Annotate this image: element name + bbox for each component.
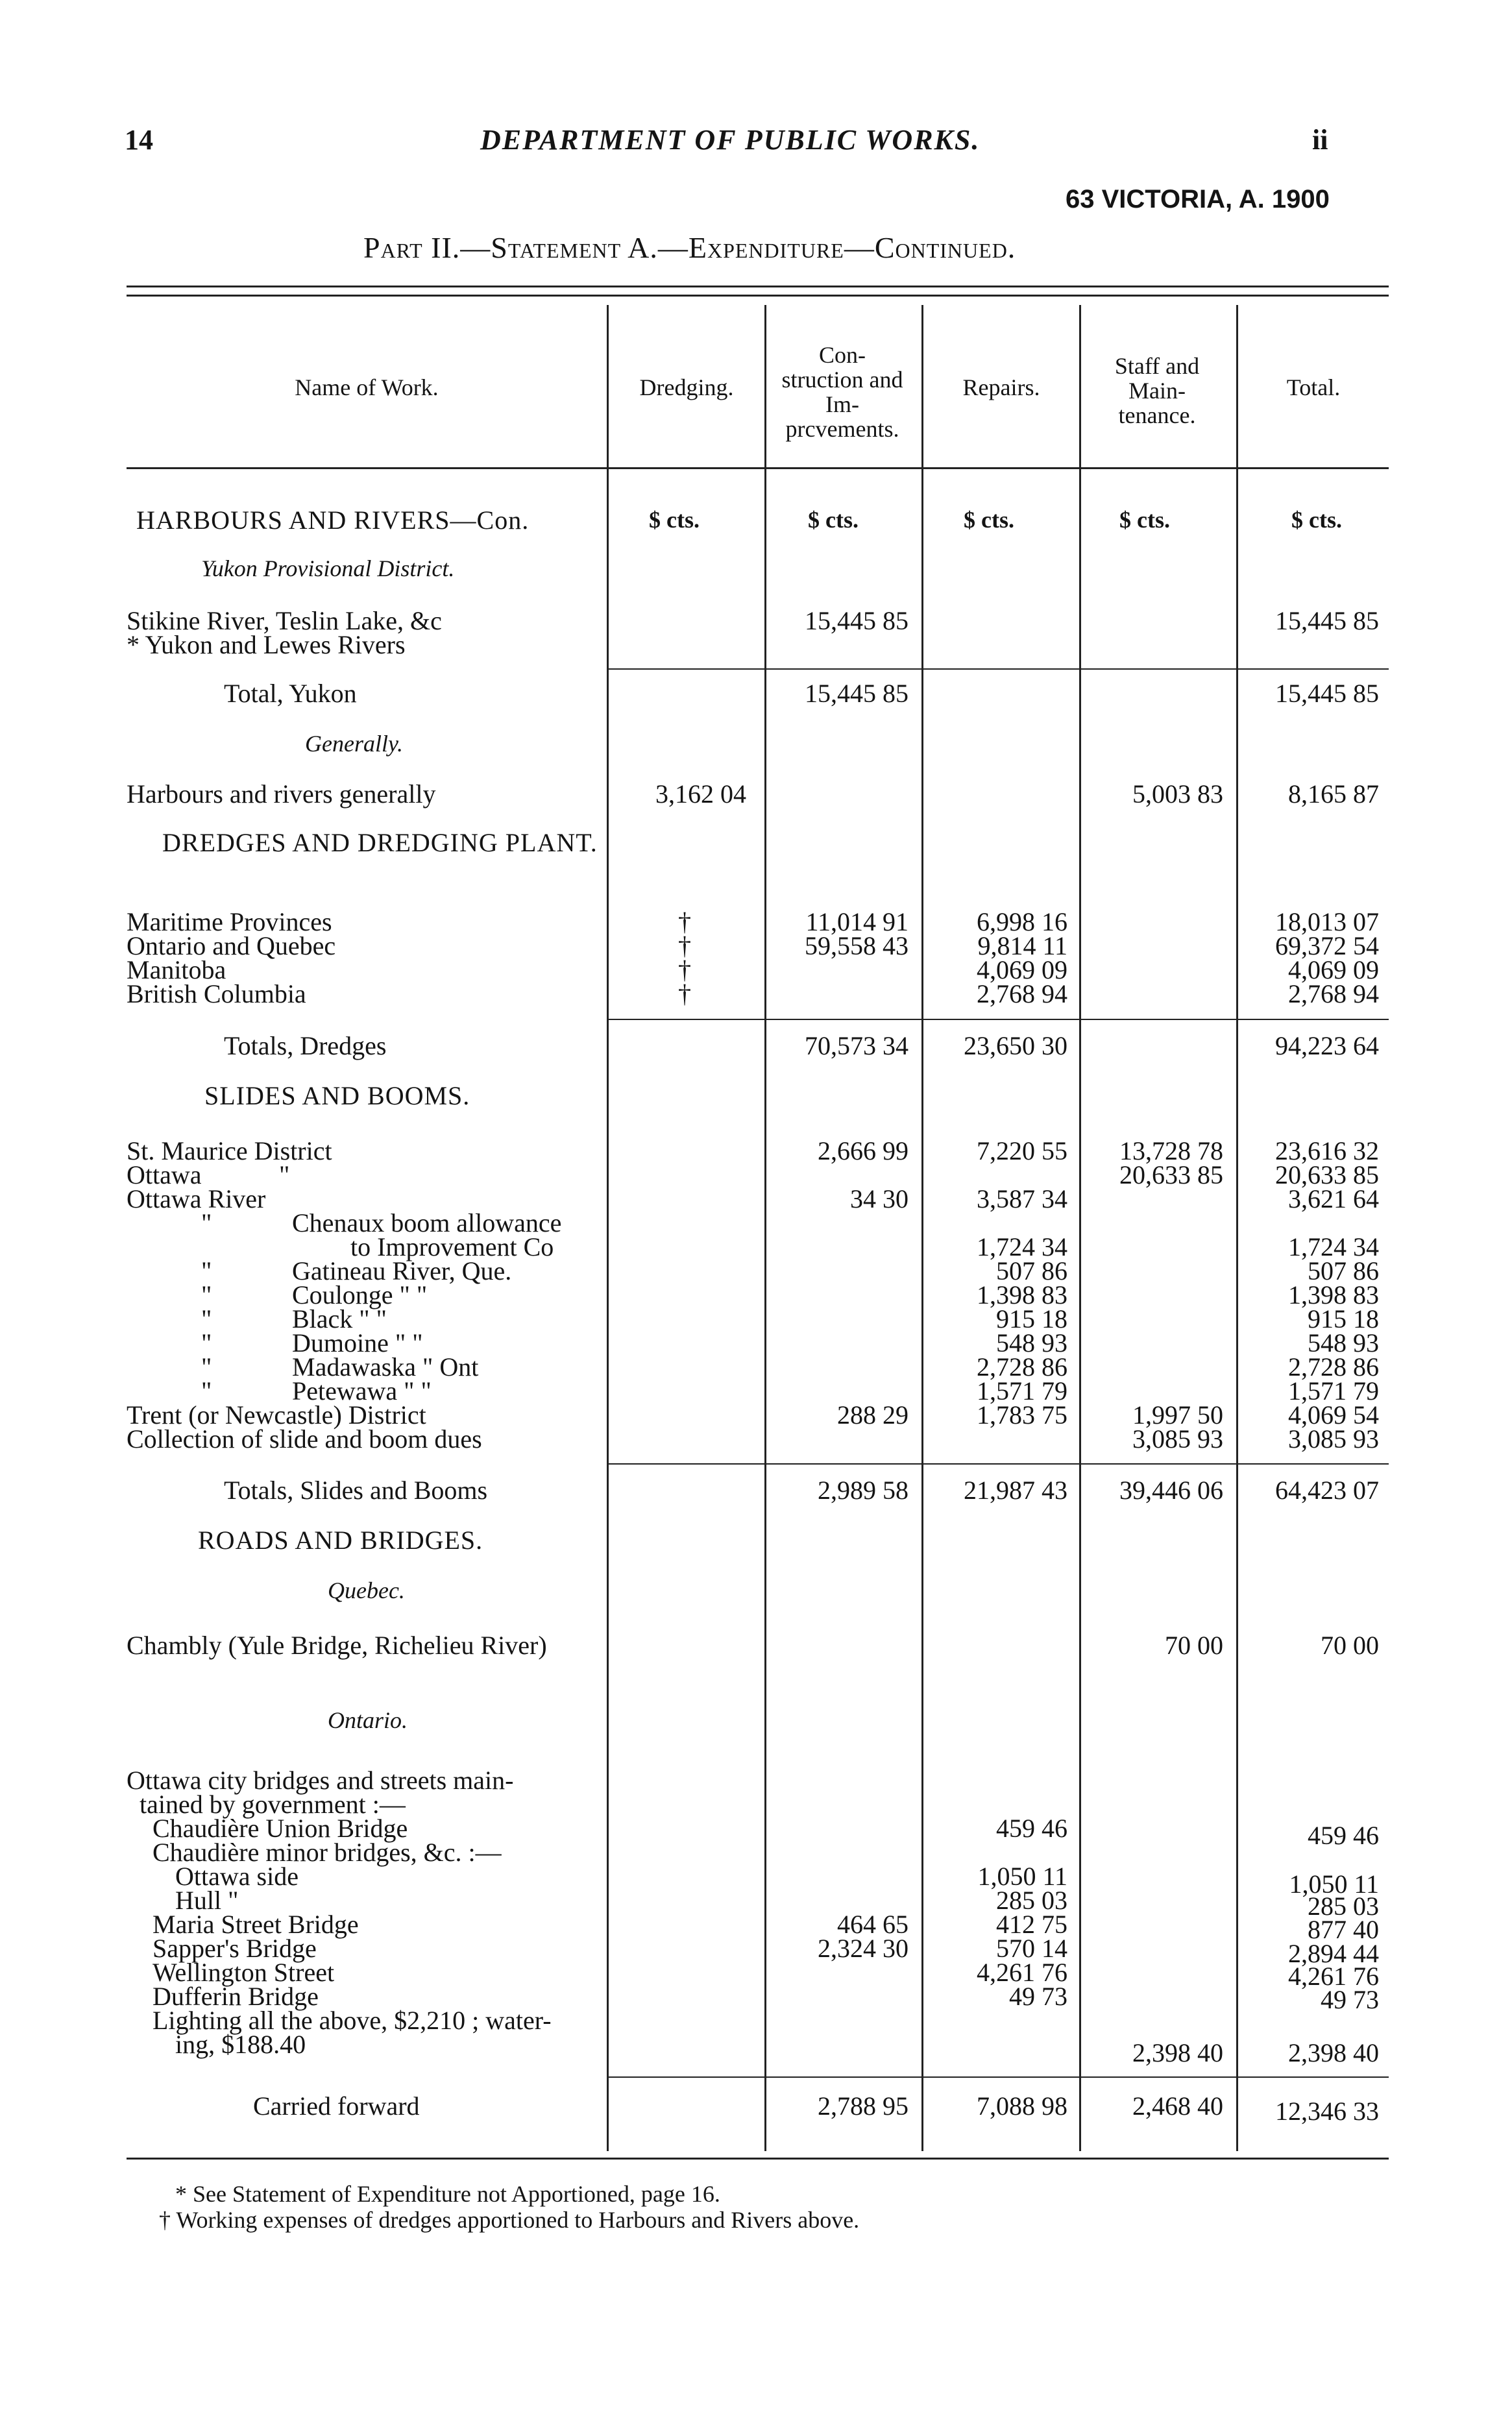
row-label: Chenaux boom allowance <box>292 1208 562 1237</box>
subsection-heading: Ontario. <box>328 1707 408 1733</box>
cell-total: 2,398 40 <box>1288 2038 1379 2067</box>
row-label: Totals, Dredges <box>224 1031 387 1060</box>
section-heading: HARBOURS AND RIVERS—Con. <box>136 505 530 535</box>
row-label: Totals, Slides and Booms <box>224 1476 488 1505</box>
cell-total: 2,894 44 <box>1288 1939 1379 1968</box>
row-label: Trent (or Newcastle) District <box>127 1400 426 1430</box>
cell-total: 2,728 86 <box>1288 1352 1379 1381</box>
cell-total: 1,724 34 <box>1288 1232 1379 1261</box>
cell-total: 877 40 <box>1308 1915 1379 1944</box>
cell-total: 69,372 54 <box>1275 931 1379 960</box>
cell-repairs: 1,724 34 <box>977 1232 1067 1261</box>
row-label: Ottawa <box>127 1160 202 1189</box>
currency-unit: $ cts. <box>1119 507 1170 533</box>
row-label: Stikine River, Teslin Lake, &c <box>127 606 442 635</box>
cell-repairs: 1,398 83 <box>977 1280 1067 1309</box>
cell-total: 23,616 32 <box>1275 1136 1379 1165</box>
cell-total: 70 00 <box>1321 1631 1379 1660</box>
cell-repairs: 2,728 86 <box>977 1352 1067 1381</box>
footnote: † Working expenses of dredges apportioned to Harbours and Rivers above. <box>159 2207 860 2233</box>
row-label: Collection of slide and boom dues <box>127 1424 482 1454</box>
cell-repairs: 1,783 75 <box>977 1400 1067 1430</box>
cell-repairs: 4,069 09 <box>977 955 1067 984</box>
cell-total: 1,571 79 <box>1288 1376 1379 1406</box>
column-divider <box>1236 305 1238 2151</box>
cell-repairs: 3,587 34 <box>977 1184 1067 1213</box>
ditto-mark: " <box>201 1352 212 1381</box>
subtotal-rule <box>609 1019 1389 1020</box>
cell-total: 1,050 11 <box>1289 1869 1379 1899</box>
currency-unit: $ cts. <box>964 507 1014 533</box>
ditto-mark: " <box>279 1160 290 1189</box>
header-dredging: Dredging. <box>639 374 734 400</box>
cell-total: 8,165 87 <box>1288 779 1379 809</box>
row-label: St. Maurice District <box>127 1136 332 1165</box>
row-label: * Yukon and Lewes Rivers <box>127 630 406 659</box>
row-label: Ottawa side <box>175 1862 299 1891</box>
running-title: DEPARTMENT OF PUBLIC WORKS. <box>480 124 981 156</box>
section-heading: SLIDES AND BOOMS. <box>204 1081 470 1110</box>
subsection-heading: Quebec. <box>328 1577 405 1603</box>
cell-construction: 288 29 <box>837 1400 908 1430</box>
row-label: British Columbia <box>127 979 306 1008</box>
cell-construction: 34 30 <box>850 1184 908 1213</box>
header-name: Name of Work. <box>295 374 439 400</box>
ditto-mark: " <box>201 1304 212 1333</box>
cell-staff: 39,446 06 <box>1119 1476 1223 1505</box>
cell-total: 94,223 64 <box>1275 1031 1379 1060</box>
column-divider <box>921 305 923 2151</box>
header-staff: Staff and Main- tenance. <box>1114 353 1200 428</box>
row-label: Total, Yukon <box>224 679 357 708</box>
cell-repairs: 9,814 11 <box>977 931 1067 960</box>
row-label: Harbours and rivers generally <box>127 779 436 809</box>
cell-construction: 15,445 85 <box>805 606 908 635</box>
subtotal-rule <box>609 1463 1389 1465</box>
dagger-marker: † <box>678 931 691 960</box>
cell-staff: 2,398 40 <box>1132 2038 1223 2067</box>
currency-unit: $ cts. <box>808 507 859 533</box>
cell-total: 3,085 93 <box>1288 1424 1379 1454</box>
cell-total: 4,069 54 <box>1288 1400 1379 1430</box>
row-label: Petewawa " " <box>292 1376 432 1406</box>
row-label-continued: tained by government :— <box>140 1790 406 1819</box>
row-label: Dufferin Bridge <box>152 1982 319 2011</box>
page-number: 14 <box>125 124 153 156</box>
ditto-mark: " <box>201 1376 212 1406</box>
volume-number: ii <box>1312 124 1328 156</box>
row-label: Chaudière Union Bridge <box>152 1814 408 1843</box>
cell-staff: 1,997 50 <box>1132 1400 1223 1430</box>
cell-total: 18,013 07 <box>1275 907 1379 936</box>
cell-repairs: 285 03 <box>996 1886 1067 1915</box>
currency-unit: $ cts. <box>649 507 700 533</box>
dagger-marker: † <box>678 907 691 936</box>
cell-construction: 464 65 <box>837 1910 908 1939</box>
cell-repairs: 548 93 <box>996 1328 1067 1357</box>
cell-construction: 70,573 34 <box>805 1031 908 1060</box>
cell-staff: 3,085 93 <box>1132 1424 1223 1454</box>
row-label-continued: ing, $188.40 <box>175 2030 306 2059</box>
cell-staff: 70 00 <box>1165 1631 1223 1660</box>
cell-dredging: 3,162 04 <box>655 779 746 809</box>
cell-total: 548 93 <box>1308 1328 1379 1357</box>
cell-total: 2,768 94 <box>1288 979 1379 1008</box>
row-label: Maritime Provinces <box>127 907 332 936</box>
row-label: Chambly (Yule Bridge, Richelieu River) <box>127 1631 547 1660</box>
row-label: Maria Street Bridge <box>152 1910 359 1939</box>
cell-total: 49 73 <box>1321 1985 1379 2014</box>
subsection-heading: Generally. <box>305 731 403 757</box>
row-label: Sapper's Bridge <box>152 1934 317 1963</box>
row-label-continued: to Improvement Co <box>350 1232 554 1261</box>
header-rule <box>127 467 1389 469</box>
cell-total: 1,398 83 <box>1288 1280 1379 1309</box>
footnote: * See Statement of Expenditure not Apportioned, page 16. <box>175 2181 720 2207</box>
cell-total: 3,621 64 <box>1288 1184 1379 1213</box>
cell-construction: 59,558 43 <box>805 931 908 960</box>
subtotal-rule <box>609 2076 1389 2078</box>
row-label: Hull " <box>175 1886 239 1915</box>
ditto-mark: " <box>201 1256 212 1285</box>
cell-total: 15,445 85 <box>1275 679 1379 708</box>
top-rule-inner <box>127 295 1389 297</box>
row-label: Black " " <box>292 1304 387 1333</box>
cell-total: 4,261 76 <box>1288 1962 1379 1991</box>
header-construction: Con- struction and Im- prcvements. <box>781 342 903 442</box>
row-label: Wellington Street <box>152 1958 335 1987</box>
row-label: Carried forward <box>253 2091 420 2121</box>
cell-staff: 13,728 78 <box>1119 1136 1223 1165</box>
cell-repairs: 1,050 11 <box>977 1862 1067 1891</box>
cell-repairs: 6,998 16 <box>977 907 1067 936</box>
row-label: Ontario and Quebec <box>127 931 336 960</box>
cell-repairs: 7,220 55 <box>977 1136 1067 1165</box>
column-divider <box>1079 305 1081 2151</box>
cell-total: 15,445 85 <box>1275 606 1379 635</box>
ditto-mark: " <box>201 1208 212 1237</box>
cell-construction: 2,666 99 <box>818 1136 908 1165</box>
cell-total: 459 46 <box>1308 1821 1379 1850</box>
ditto-mark: " <box>201 1328 212 1357</box>
statement-title: Part II.—Statement A.—Expenditure—Continued. <box>363 231 1016 264</box>
top-rule <box>127 286 1389 287</box>
cell-repairs: 1,571 79 <box>977 1376 1067 1406</box>
cell-total: 64,423 07 <box>1275 1476 1379 1505</box>
subsection-heading: Yukon Provisional District. <box>201 555 455 581</box>
header-repairs: Repairs. <box>962 374 1040 400</box>
row-label: Coulonge " " <box>292 1280 428 1309</box>
cell-total: 20,633 85 <box>1275 1160 1379 1189</box>
row-label: Lighting all the above, $2,210 ; water- <box>152 2006 552 2035</box>
currency-unit: $ cts. <box>1291 507 1342 533</box>
row-label: Ottawa River <box>127 1184 266 1213</box>
cell-total: 285 03 <box>1308 1892 1379 1921</box>
row-label: Dumoine " " <box>292 1328 423 1357</box>
cell-repairs: 49 73 <box>1009 1982 1067 2011</box>
cell-repairs: 412 75 <box>996 1910 1067 1939</box>
row-label: Madawaska " Ont <box>292 1352 479 1381</box>
cell-construction: 2,324 30 <box>818 1934 908 1963</box>
row-label: Chaudière minor bridges, &c. :— <box>152 1838 502 1867</box>
cell-repairs: 570 14 <box>996 1934 1067 1963</box>
cell-total: 507 86 <box>1308 1256 1379 1285</box>
cell-construction: 15,445 85 <box>805 679 908 708</box>
cell-construction: 2,788 95 <box>818 2091 908 2121</box>
row-label: Manitoba <box>127 955 226 984</box>
section-heading: ROADS AND BRIDGES. <box>198 1526 483 1555</box>
cell-construction: 2,989 58 <box>818 1476 908 1505</box>
cell-staff: 2,468 40 <box>1132 2091 1223 2121</box>
cell-repairs: 915 18 <box>996 1304 1067 1333</box>
cell-total: 12,346 33 <box>1275 2097 1379 2126</box>
cell-repairs: 23,650 30 <box>964 1031 1067 1060</box>
cell-total: 4,069 09 <box>1288 955 1379 984</box>
cell-repairs: 7,088 98 <box>977 2091 1067 2121</box>
header-total: Total. <box>1286 374 1341 400</box>
cell-repairs: 4,261 76 <box>977 1958 1067 1987</box>
cell-staff: 5,003 83 <box>1132 779 1223 809</box>
cell-repairs: 507 86 <box>996 1256 1067 1285</box>
session-label: 63 VICTORIA, A. 1900 <box>1066 185 1330 213</box>
dagger-marker: † <box>678 955 691 984</box>
cell-repairs: 2,768 94 <box>977 979 1067 1008</box>
column-divider <box>764 305 766 2151</box>
dagger-marker: † <box>678 979 691 1008</box>
row-label: Gatineau River, Que. <box>292 1256 512 1285</box>
row-label: Ottawa city bridges and streets main- <box>127 1766 514 1795</box>
section-heading: DREDGES AND DREDGING PLANT. <box>162 828 598 857</box>
cell-staff: 20,633 85 <box>1119 1160 1223 1189</box>
cell-repairs: 21,987 43 <box>964 1476 1067 1505</box>
cell-repairs: 459 46 <box>996 1814 1067 1843</box>
cell-total: 915 18 <box>1308 1304 1379 1333</box>
subtotal-rule <box>609 668 1389 670</box>
column-divider <box>607 305 609 2151</box>
cell-construction: 11,014 91 <box>805 907 908 936</box>
bottom-rule <box>127 2158 1389 2160</box>
ditto-mark: " <box>201 1280 212 1309</box>
